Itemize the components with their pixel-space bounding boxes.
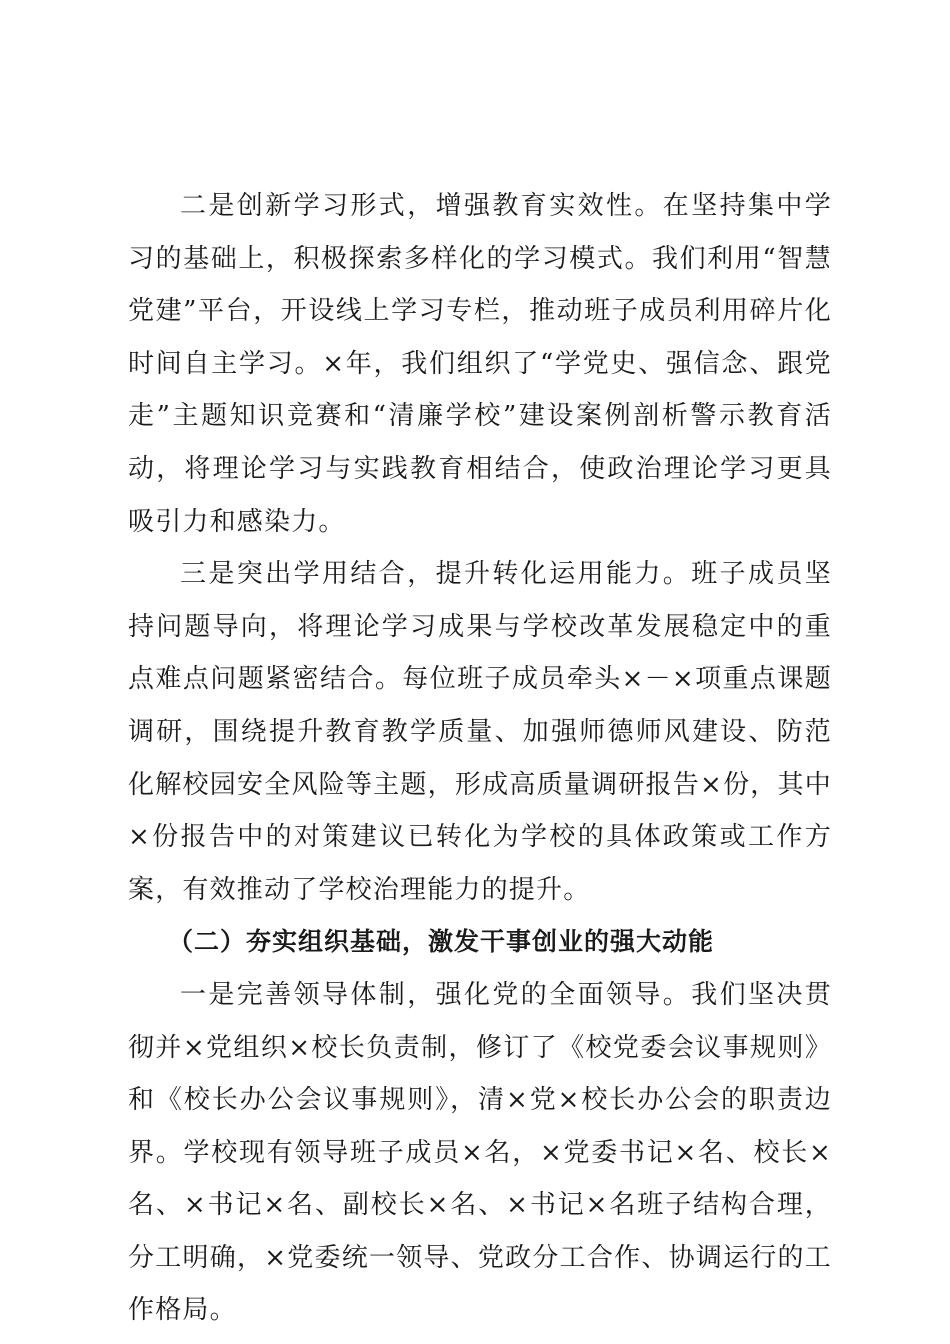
document-body bbox=[128, 180, 832, 1337]
paragraph-leadership-system: 一是完善领导体制，强化党的全面领导。我们坚决贯彻并×党组织×校长负责制，修订了《校党委会议事规则》和《校长办公会议事规则》，清×党×校长办公会的职责边界。学校现有领导班子成员×名，×党委书记×名、校长×名、×书记×名、副校长×名、×书记×名班子结构合理，分工明确，×党委统一领导、党政分工合作、协调运行的工作格局。 bbox=[128, 979, 832, 1326]
paragraph-combine-learning-application: 三是突出学用结合，提升转化运用能力。班子成员坚持问题导向，将理论学习成果与学校改革发展稳定中的重点难点问题紧密结合。每位班子成员牵头×－×项重点课题调研，围绕提升教育教学质量、加强师德师风建设、防范化解校园安全风险等主题，形成高质量调研报告×份，其中×份报告中的对策建议已转化为学校的具体政策或工作方案，有效推动了学校治理能力的提升。 bbox=[128, 559, 832, 905]
paragraph-innovate-learning: 二是创新学习形式，增强教育实效性。在坚持集中学习的基础上，积极探索多样化的学习模式。我们利用“智慧党建”平台，开设线上学习专栏，推动班子成员利用碎片化时间自主学习。×年，我们组织了“学党史、强信念、跟党走”主题知识竞赛和“清廉学校”建设案例剖析警示教育活动，将理论学习与实践教育相结合，使政治理论学习更具吸引力和感染力。 bbox=[128, 191, 832, 537]
section-heading: （二）夯实组织基础，激发干事创业的强大动能 bbox=[168, 927, 715, 957]
